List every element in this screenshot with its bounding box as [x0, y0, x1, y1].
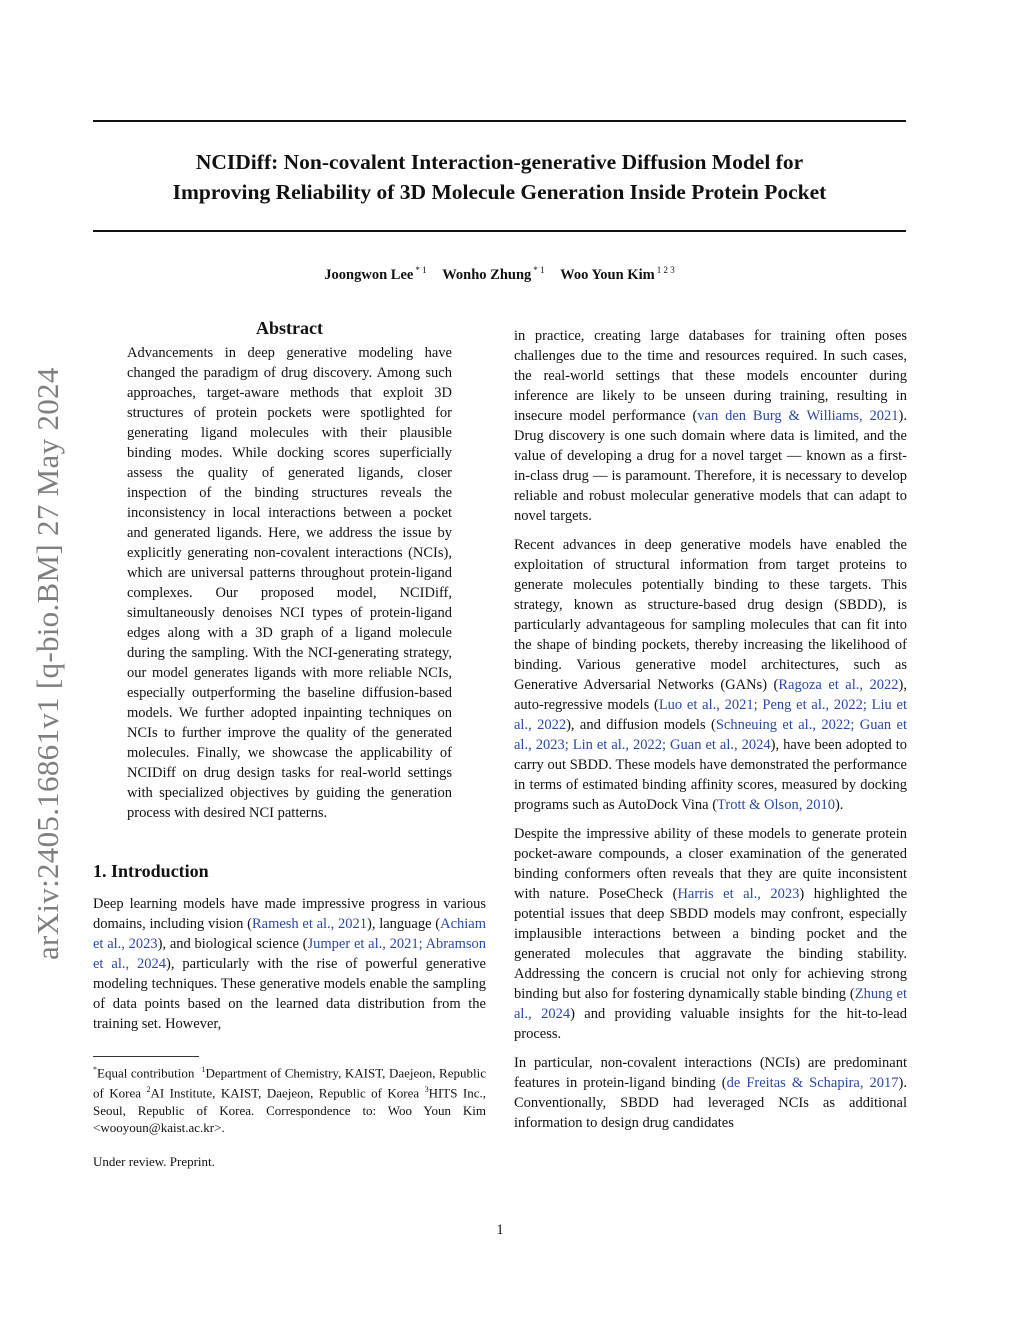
footnote-mark: 3: [424, 1085, 429, 1095]
section-heading-introduction: 1. Introduction: [93, 861, 209, 881]
author-name: Woo Youn Kim: [560, 266, 655, 283]
author-1: [324, 267, 426, 283]
text-run: Deep learning models have made impressive progress in various domains, including vision (: [93, 896, 486, 932]
text-run: ), have been adopted to carry out SBDD. These models have demonstrated the performance in terms of estimated binding affinity scores, measured by docking programs such as AutoDock Vina (: [514, 737, 907, 813]
text-run: ). Drug discovery is one such domain where data is limited, and the value of developing a drug for a novel target — known as a first-in-class drug — is paramount. Therefore, it is necessary to develop reliable and robust molecular generative models that can adapt to novel targets.: [514, 408, 908, 524]
author-affiliation-marks: * 1: [415, 265, 427, 275]
text-run: Recent advances in deep generative models have enabled the exploitation of structural information from target proteins to generate molecules potentially binding to these targets. This strategy, known as structure-based drug design (SBDD), is particularly advantageous for sampling molecules that can fit into the shape of binding pockets, thereby increasing the likelihood of binding. Various generative model architectures, such as Generative Adversarial Networks (GANs) (: [514, 537, 907, 693]
footnote-affiliations: [93, 1061, 486, 1136]
page-number: 1: [496, 1222, 504, 1238]
right-column: [514, 326, 907, 1133]
body-paragraph-2: [514, 535, 907, 815]
citation-link[interactable]: van den Burg & Williams, 2021: [697, 408, 899, 424]
author-affiliation-marks: 1 2 3: [656, 265, 675, 275]
text-run: HITS Inc., Seoul, Republic of Korea. Correspondence to: Woo Youn Kim <wooyoun@kaist.ac.kr>.: [93, 1085, 486, 1135]
review-status: Under review. Preprint.: [93, 1153, 215, 1169]
citation-link[interactable]: Ramesh et al., 2021: [251, 916, 368, 932]
citation-link[interactable]: Luo et al., 2021; Peng et al., 2022; Liu et al., 2022: [514, 697, 907, 733]
body-paragraph-3: [514, 824, 907, 1044]
text-run: Despite the impressive ability of these models to generate protein pocket-aware compounds, a closer examination of the generated binding conformers often reveals that they are quite inconsistent with nature. PoseCheck (: [514, 826, 907, 902]
citation-link[interactable]: Harris et al., 2023: [677, 886, 800, 902]
citation-link[interactable]: Zhung et al., 2024: [514, 986, 907, 1022]
footnote-mark: *: [93, 1065, 97, 1074]
arxiv-identifier: arXiv:2405.16861v1 [q-bio.BM] 27 May 2024: [30, 367, 65, 960]
text-run: ).: [834, 797, 844, 813]
text-run: in practice, creating large databases for training often poses challenges due to the time and resources required. In such cases, the real-world settings that these models encounter during inference are likely to be unseen during training, resulting in insecure model performance (: [514, 328, 907, 424]
citation-link[interactable]: Schneuing et al., 2022; Guan et al., 2023; Lin et al., 2022; Guan et al., 2024: [514, 717, 907, 753]
text-run: In particular, non-covalent interactions (NCIs) are predominant features in protein-ligand binding (: [514, 1055, 907, 1091]
citation-link[interactable]: Ragoza et al., 2022: [778, 677, 899, 693]
title-rule-top: [93, 120, 906, 122]
abstract-heading: Abstract: [256, 318, 323, 338]
text-run: ), particularly with the rise of powerful generative modeling techniques. These generative models enable the sampling of data points based on the learned data distribution from the training set. However,: [93, 956, 486, 1032]
footnote-mark: 2: [146, 1085, 151, 1095]
text-run: ), language (: [367, 916, 441, 932]
text-run: ), and diffusion models (: [566, 717, 716, 733]
footnote-mark: 1: [201, 1065, 206, 1074]
abstract-text: Advancements in deep generative modeling have changed the paradigm of drug discovery. Among such approaches, target-aware methods that exploit 3D structures of protein pockets were spotlighted for generating ligand molecules with their plausible binding modes. While docking scores superficially assess the quality of generated ligands, closer inspection of the binding structures reveals the inconsistency in local interactions between a pocket and generated ligands. Here, we address the issue by explicitly generating non-covalent interactions (NCIs), which are universal patterns throughout protein-ligand complexes. Our proposed model, NCIDiff, simultaneously denoises NCI types of protein-ligand edges along with a 3D graph of a ligand molecule during the sampling. With the NCI-generating strategy, our model generates ligands with more reliable NCIs, especially outperforming the baseline diffusion-based models. We further adopted inpainting techniques on NCIs to further improve the quality of the generated molecules. Finally, we showcase the applicability of NCIDiff on drug design tasks for real-world settings with specialized objectives by guiding the generation process with desired NCI patterns.: [127, 345, 452, 821]
text-run: ). Conventionally, SBDD had leveraged NCIs as additional information to design drug candidates: [514, 1075, 907, 1131]
author-affiliation-marks: * 1: [533, 265, 545, 275]
left-column: [93, 318, 486, 1170]
title-rule-bottom: [93, 230, 906, 232]
body-paragraph-1: [514, 326, 907, 526]
citation-link[interactable]: Achiam et al., 2023: [93, 916, 486, 952]
text-run: ), and biological science (: [157, 936, 308, 952]
citation-link[interactable]: Jumper et al., 2021; Abramson et al., 2024: [93, 936, 486, 972]
author-name: Joongwon Lee: [324, 266, 414, 283]
author-name: Wonho Zhung: [442, 266, 532, 283]
text-run: AI Institute, KAIST, Daejeon, Republic of Korea: [150, 1085, 420, 1101]
title-line-2: Improving Reliability of 3D Molecule Generation Inside Protein Pocket: [172, 180, 827, 204]
author-3: [560, 267, 675, 283]
author-list: [93, 265, 906, 284]
text-run: ) and providing valuable insights for the hit-to-lead process.: [514, 1006, 907, 1042]
text-run: Department of Chemistry, KAIST, Daejeon, Republic of Korea: [93, 1065, 486, 1101]
text-run: Equal contribution: [97, 1065, 195, 1081]
title-line-1: NCIDiff: Non-covalent Interaction-generative Diffusion Model for: [195, 150, 804, 174]
citation-link[interactable]: Trott & Olson, 2010: [717, 797, 835, 813]
citation-link[interactable]: de Freitas & Schapira, 2017: [726, 1075, 899, 1091]
intro-paragraph-1: [93, 894, 486, 1034]
text-run: ), auto-regressive models (: [514, 677, 907, 713]
footnote-divider: [93, 1056, 199, 1057]
text-run: ) highlighted the potential issues that deep SBDD models may confront, especially implausible interactions between a binding pocket and the generated molecules that aggravate the binding stability. Addressing the concern is crucial not only for achieving strong binding but also for fostering dynamically stable binding (: [514, 886, 908, 1002]
author-2: [442, 267, 544, 283]
body-paragraph-4: [514, 1053, 907, 1133]
paper-title: [93, 147, 906, 207]
